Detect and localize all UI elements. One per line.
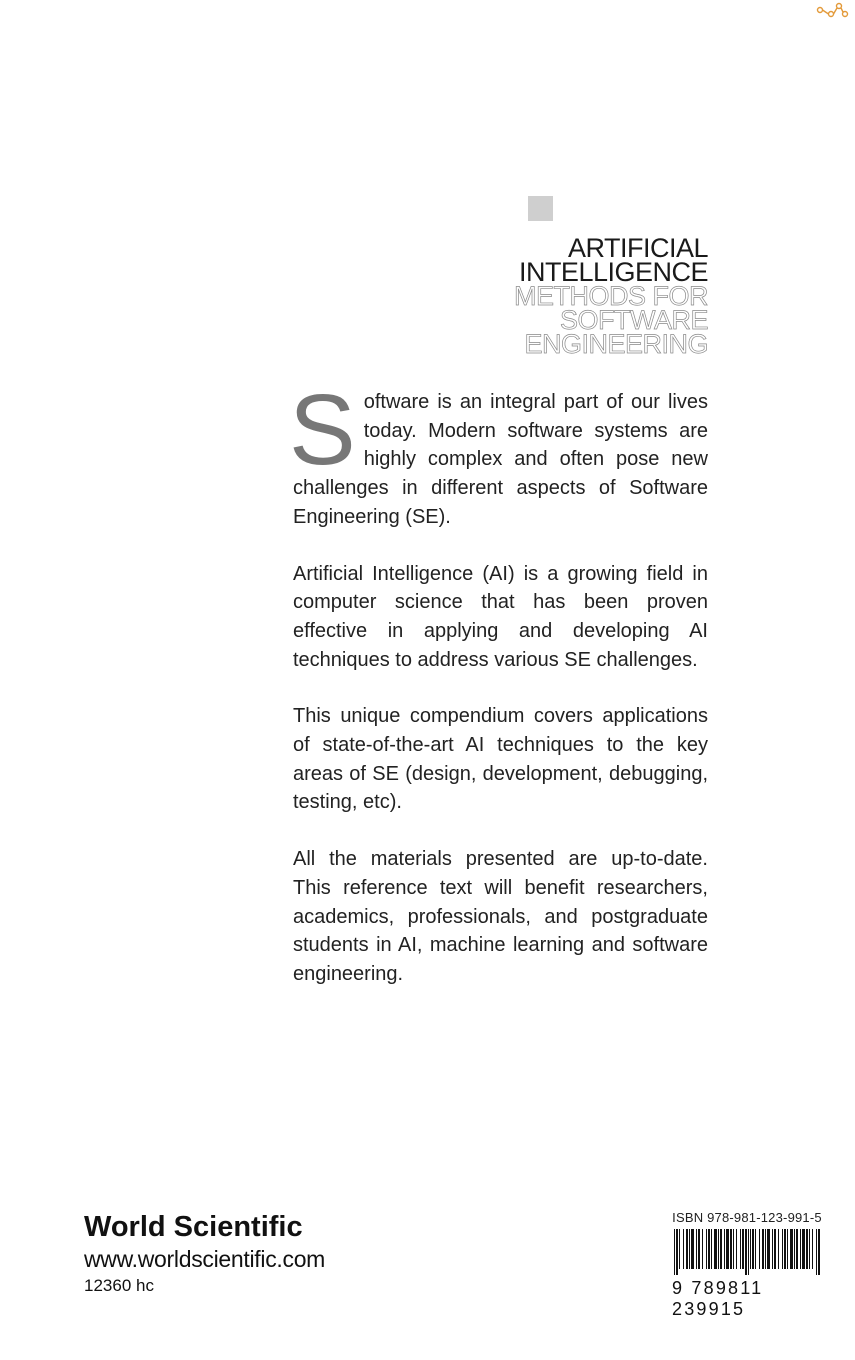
barcode-bar xyxy=(812,1229,813,1269)
barcode-bar xyxy=(772,1229,773,1269)
paragraph-1 xyxy=(289,374,708,532)
accent-square xyxy=(528,196,553,221)
barcode-bar xyxy=(774,1229,776,1269)
barcode-bar xyxy=(702,1229,703,1269)
barcode-bar xyxy=(718,1229,719,1269)
barcode-bar xyxy=(720,1229,722,1269)
barcode-bar xyxy=(726,1229,729,1269)
subtitle-line-1: METHODS FOR xyxy=(514,281,708,311)
barcode-bar xyxy=(816,1229,817,1275)
title-line-1: ARTIFICIAL xyxy=(567,233,708,263)
barcode-bar xyxy=(765,1229,766,1269)
barcode-bar xyxy=(787,1229,788,1269)
subtitle-line-2: SOFTWARE xyxy=(560,305,708,335)
barcode-bar xyxy=(674,1229,675,1275)
barcode-bar xyxy=(759,1229,760,1269)
publisher-block xyxy=(84,1210,325,1298)
barcode-bar xyxy=(782,1229,783,1269)
barcode-bar xyxy=(800,1229,801,1269)
barcode-bar xyxy=(752,1229,754,1269)
paragraph-1-text: oftware is an integral part of our lives today. Modern software systems are highly complex and often pose new challenges in different aspects of Software Engineering (SE). xyxy=(293,391,708,528)
barcode-bar xyxy=(698,1229,700,1269)
barcode-bar xyxy=(790,1229,793,1269)
publisher-name: World Scientific xyxy=(84,1211,303,1243)
barcode-bar xyxy=(733,1229,734,1269)
barcode-icon xyxy=(672,1229,822,1275)
barcode-bar xyxy=(778,1229,779,1269)
title-line-2: INTELLIGENCE xyxy=(518,257,708,287)
barcode-bar xyxy=(696,1229,697,1269)
barcode-bar xyxy=(762,1229,764,1269)
publisher-url: www.worldscientific.com xyxy=(84,1246,326,1272)
barcode-bar xyxy=(767,1229,770,1269)
barcode-bar xyxy=(784,1229,786,1269)
barcode-bar xyxy=(745,1229,747,1275)
barcode-number: 9 789811 239915 xyxy=(672,1278,764,1319)
barcode-bar xyxy=(711,1229,712,1269)
barcode-bar xyxy=(748,1229,749,1275)
barcode-bar xyxy=(689,1229,690,1269)
barcode-bar xyxy=(686,1229,688,1269)
barcode-bar xyxy=(706,1229,707,1269)
barcode-bar xyxy=(755,1229,756,1269)
barcode-bar xyxy=(683,1229,684,1269)
barcode-bar xyxy=(676,1229,678,1275)
drop-cap: S xyxy=(289,374,356,486)
barcode-bar xyxy=(796,1229,798,1269)
subtitle-line-3: ENGINEERING xyxy=(524,329,708,359)
barcode-bar xyxy=(708,1229,710,1269)
isbn-label: ISBN 978-981-123-991-5 xyxy=(672,1210,822,1225)
paragraph-4: All the materials presented are up-to-date. This reference text will benefit researchers, academics, professionals, and postgraduate students in AI, machine learning and software engineering. xyxy=(293,848,708,985)
barcode-bar xyxy=(806,1229,808,1269)
blurb xyxy=(289,374,708,1017)
publisher-code: 12360 hc xyxy=(84,1276,154,1295)
barcode-bar xyxy=(802,1229,805,1269)
barcode-bar xyxy=(736,1229,737,1269)
barcode-bar xyxy=(691,1229,694,1269)
circuit-ornament-icon xyxy=(815,0,849,20)
barcode-bar xyxy=(794,1229,795,1269)
barcode-bar xyxy=(730,1229,732,1269)
barcode-bar xyxy=(679,1229,680,1269)
barcode-block xyxy=(672,1210,822,1320)
paragraph-2: Artificial Intelligence (AI) is a growing field in computer science that has been proven effective in applying and developing AI techniques to address various SE challenges. xyxy=(293,562,708,671)
barcode-bar xyxy=(742,1229,744,1269)
barcode-bar xyxy=(714,1229,717,1269)
paragraph-3: This unique compendium covers applications of state-of-the-art AI techniques to the key areas of SE (design, development, debugging, testing, etc). xyxy=(293,705,708,814)
barcode-bar xyxy=(724,1229,725,1269)
barcode-bar xyxy=(750,1229,751,1269)
barcode-bar xyxy=(818,1229,820,1275)
barcode-bar xyxy=(809,1229,810,1269)
barcode-bar xyxy=(740,1229,741,1269)
cover-title xyxy=(514,233,708,359)
